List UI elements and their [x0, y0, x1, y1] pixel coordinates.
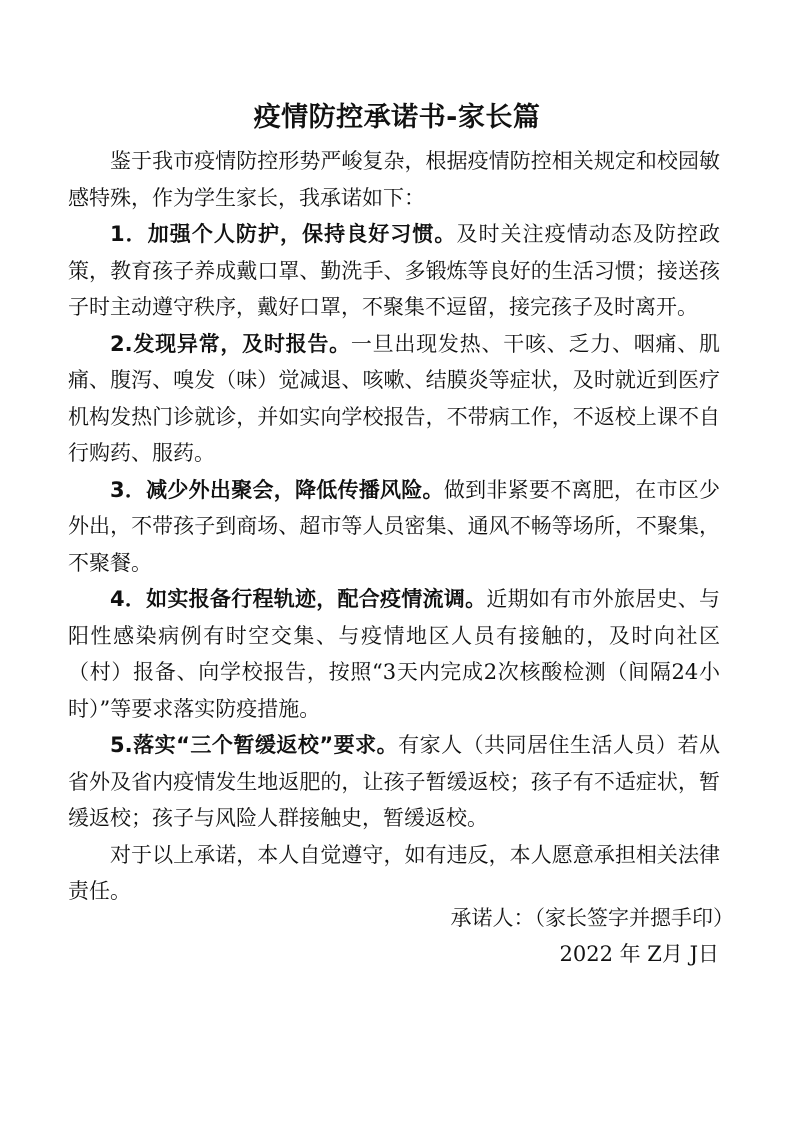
commitment-heading: 2.发现异常，及时报告。 [110, 331, 351, 356]
commitment-item-4 [68, 581, 720, 727]
commitment-heading: 5.落实“三个暂缓返校”要求。 [110, 733, 399, 757]
commitment-heading: 3．减少外出聚会，降低传播风险。 [110, 477, 444, 502]
document-body [68, 143, 720, 910]
commitment-item-5 [68, 727, 720, 837]
commitment-text: 做到非紧要不离肥，在市区少外出，不带孩子到商场、超市等人员密集、通风不畅等场所，不聚集，不聚餐。 [68, 477, 720, 575]
commitment-text: 及时关注疫情动态及防控政策，教育孩子养成戴口罩、勤洗手、多锻炼等良好的生活习惯；接送孩子时主动遵守秩序，戴好口罩，不聚集不逗留，接完孩子及时离开。 [68, 222, 720, 319]
closing-paragraph: 对于以上承诺，本人自觉遵守，如有违反，本人愿意承担相关法律责任。 [68, 842, 720, 903]
signature-line: 承诺人：（家长签字并摁手印） [450, 906, 734, 930]
commitment-heading: 4．如实报备行程轨迹，配合疫情流调。 [110, 587, 487, 611]
commitment-item-3 [68, 472, 720, 582]
commitment-heading: 1．加强个人防护，保持良好习惯。 [110, 222, 457, 246]
commitment-text: 一旦出现发热、干咳、乏力、咽痛、肌痛、腹泻、嗅发（味）觉减退、咳嗽、结膜炎等症状，及时就近到医疗机构发热门诊就诊，并如实向学校报告，不带病工作，不返校上课不自行购药、服药。 [68, 331, 720, 465]
commitment-text: 有家人（共同居住生活人员）若从省外及省内疫情发生地返肥的，让孩子暂缓返校；孩子有不适症状，暂缓返校；孩子与风险人群接触史，暂缓返校。 [68, 733, 720, 830]
commitment-text: 近期如有市外旅居史、与阳性感染病例有时空交集、与疫情地区人员有接触的，及时向社区（村）报备、向学校报告，按照“3天内完成2次核酸检测（间隔24小时）”等要求落实防疫措施。 [68, 587, 720, 721]
signature-date: 2022 年 Z月 J日 [559, 942, 719, 966]
document-title: 疫情防控承诺书-家长篇 [253, 102, 541, 133]
commitment-item-2 [68, 326, 720, 472]
commitment-item-1 [68, 216, 720, 326]
intro-paragraph: 鉴于我市疫情防控形势严峻复杂，根据疫情防控相关规定和校园敏感特殊，作为学生家长，我承诺如下： [68, 149, 720, 210]
